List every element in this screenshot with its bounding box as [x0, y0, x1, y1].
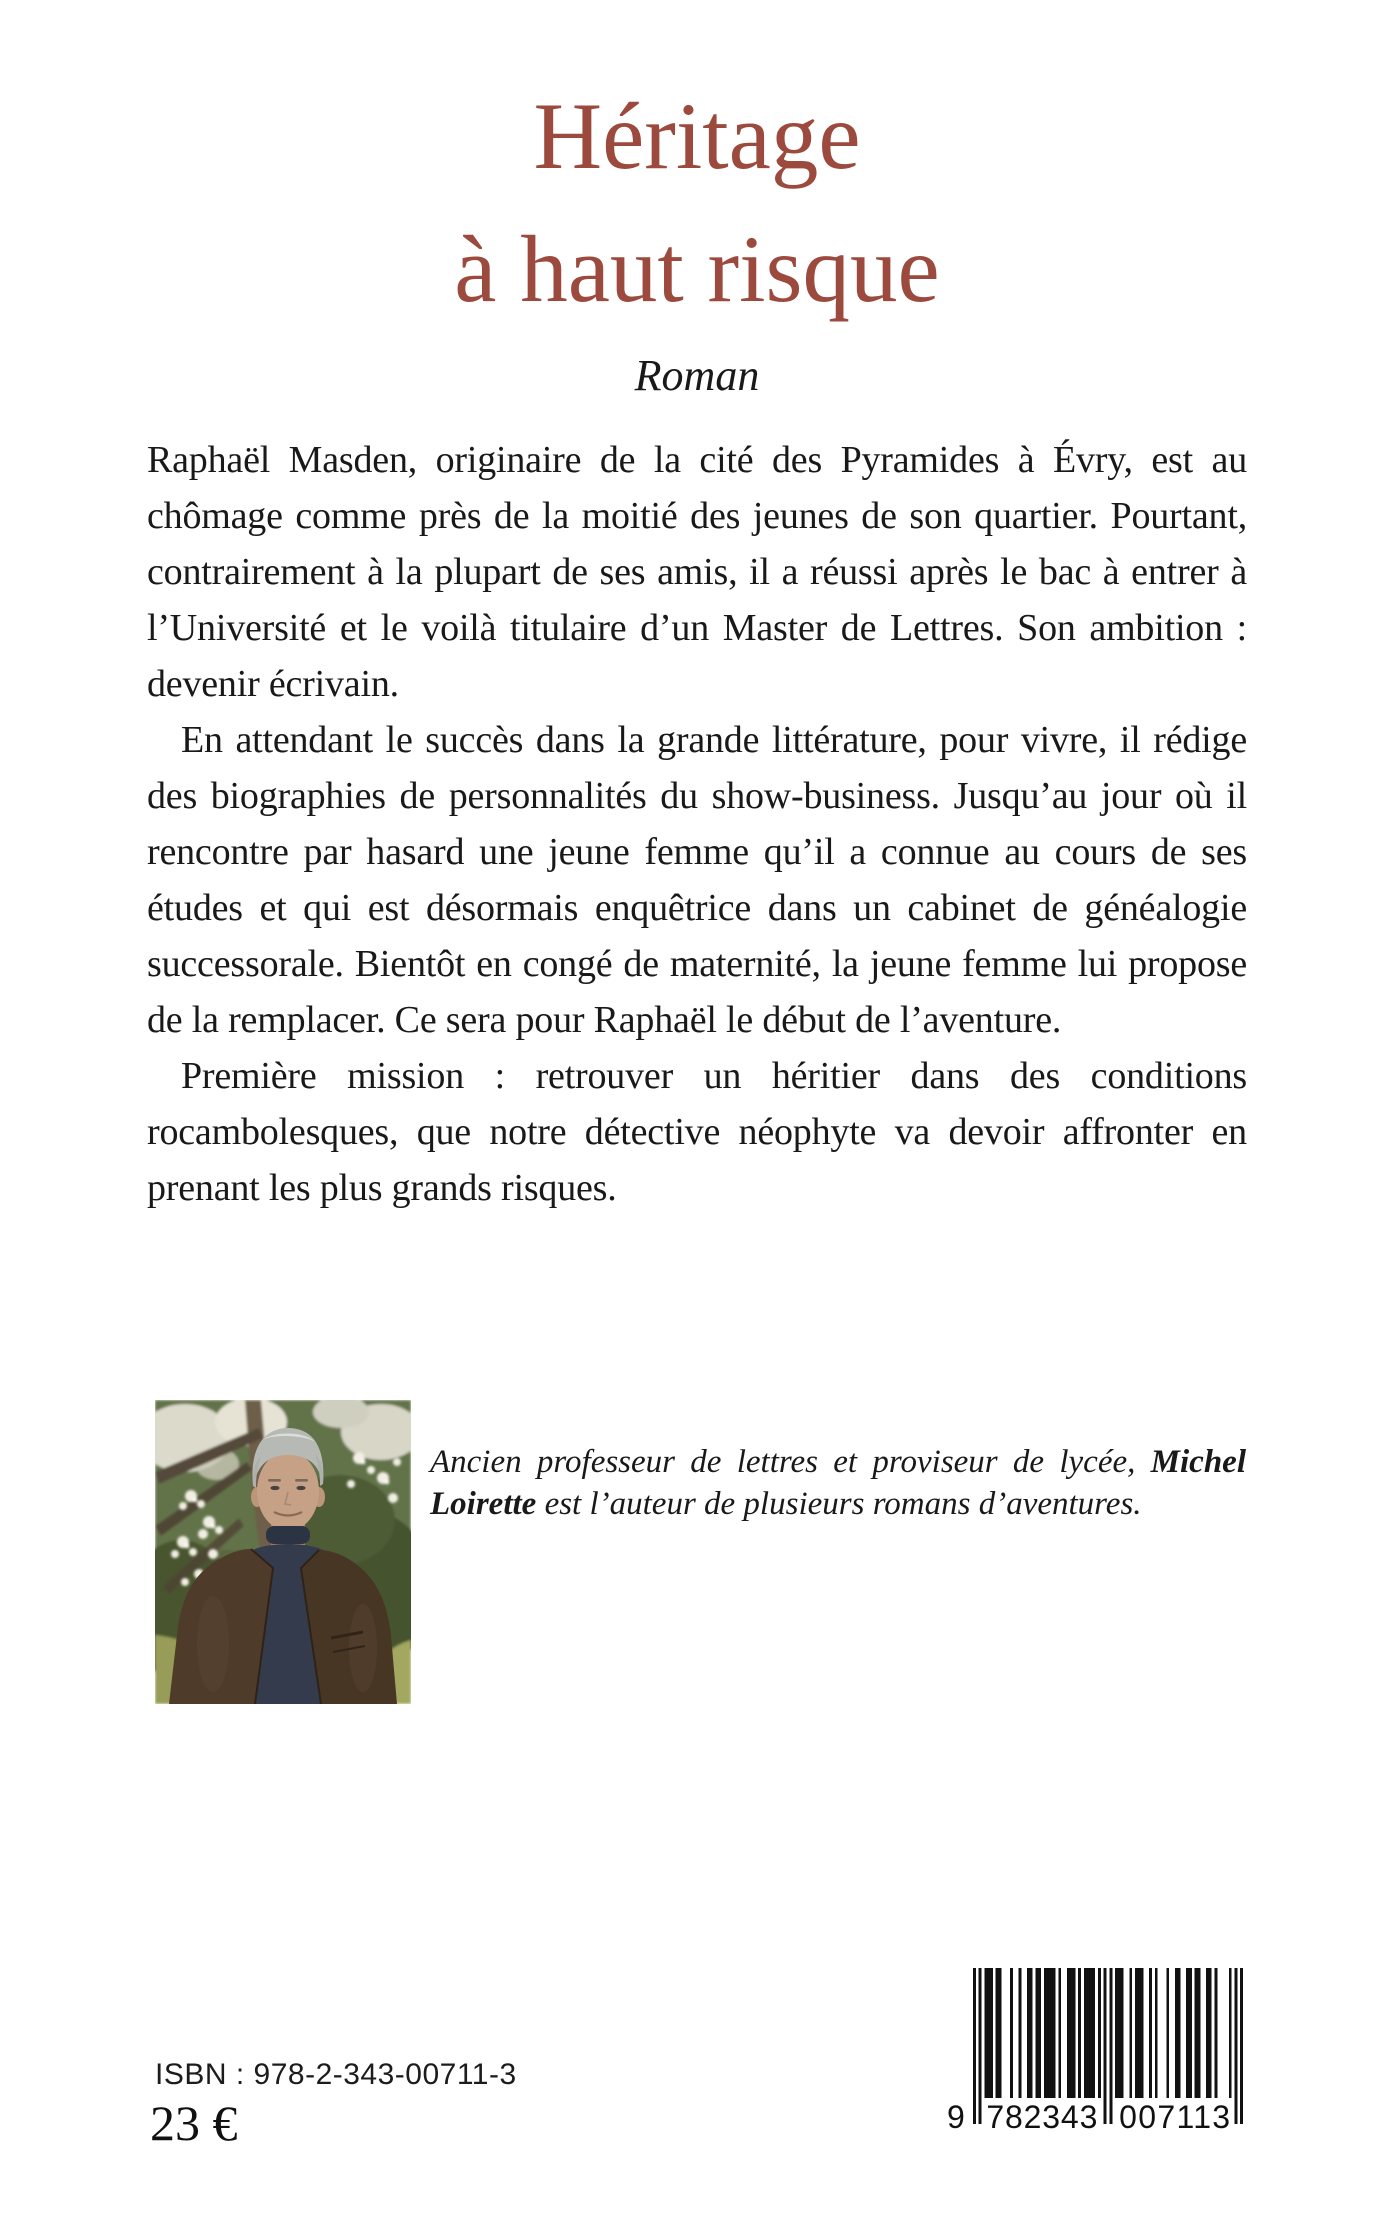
man-face [257, 1451, 319, 1531]
title-line-2: à haut risque [454, 216, 940, 322]
svg-text:007113: 007113 [1119, 2099, 1231, 2134]
book-title [147, 70, 1247, 336]
bio-suffix: est l’auteur de plusieurs romans d’aventures. [536, 1486, 1142, 1522]
author-bio [430, 1441, 1246, 1525]
author-name: Michel Loirette [430, 1444, 1246, 1522]
synopsis [147, 432, 1247, 1216]
bio-prefix: Ancien professeur de lettres et proviseur de lycée, [430, 1444, 1151, 1480]
synopsis-paragraph-1: Raphaël Masden, originaire de la cité des Pyramides à Évry, est au chômage comme près de la moitié des jeunes de son quartier. Pourtant, contrairement à la plupart de ses amis, il a réussi après le bac à entrer à l’Université et le voilà titulaire d’un Master de Lettres. Son ambition : devenir écrivain. [147, 439, 1247, 705]
genre-label: Roman [634, 351, 760, 400]
barcode [945, 1968, 1245, 2134]
svg-text:9: 9 [947, 2099, 965, 2134]
barcode-ean13 [945, 1968, 1245, 2134]
author-photo [155, 1400, 411, 1704]
synopsis-paragraph-3: Première mission : retrouver un héritier dans des conditions rocambolesques, que notre détective néophyte va devoir affronter en prenant les plus grands risques. [147, 1055, 1247, 1209]
title-line-1: Héritage [533, 83, 861, 189]
svg-text:782343: 782343 [986, 2099, 1098, 2134]
price-label: 23 € [150, 2095, 238, 2151]
synopsis-paragraph-2: En attendant le succès dans la grande littérature, pour vivre, il rédige des biographies de personnalités du show-business. Jusqu’au jour où il rencontre par hasard une jeune femme qu’il a connue au cours de ses études et qui est désormais enquêtrice dans un cabinet de généalogie successorale. Bientôt en congé de maternité, la jeune femme lui propose de la remplacer. Ce sera pour Raphaël le début de l’aventure. [147, 719, 1247, 1041]
isbn-label: ISBN : 978-2-343-00711-3 [155, 2058, 517, 2091]
